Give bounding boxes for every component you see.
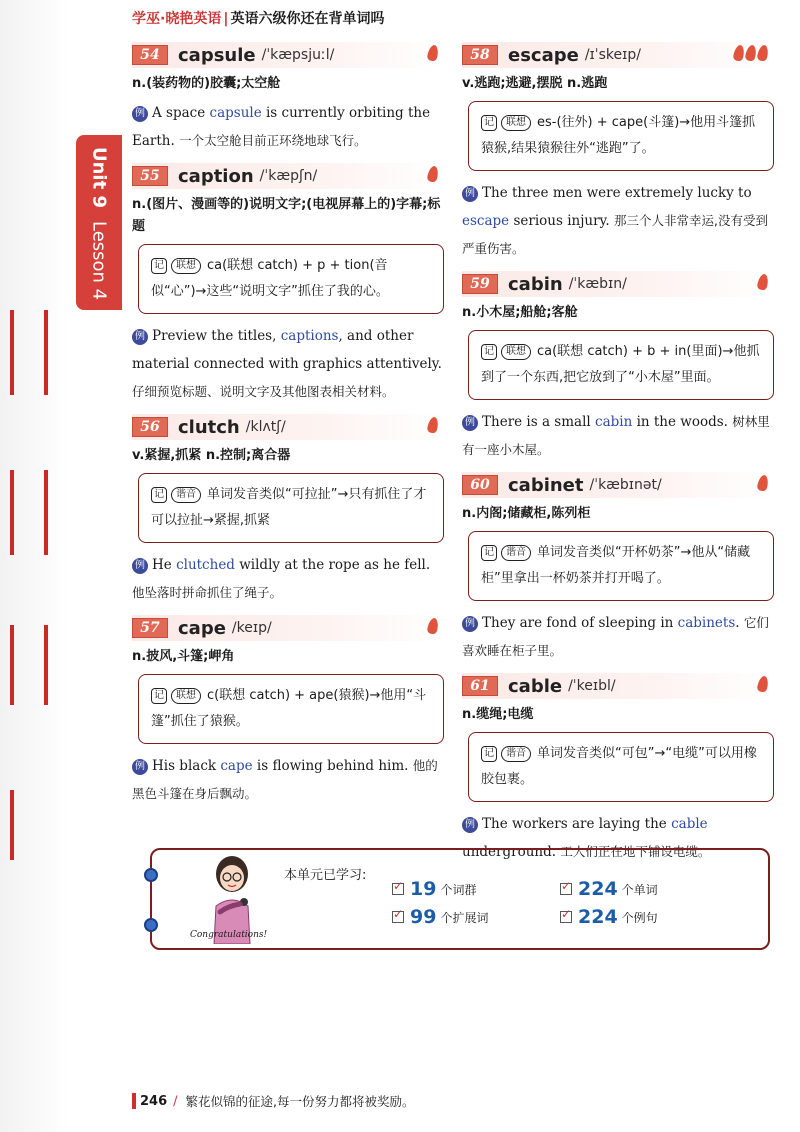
binder-ring xyxy=(144,868,158,882)
frequency-flames xyxy=(428,417,438,433)
flame-icon xyxy=(426,617,439,635)
vocab-entry xyxy=(462,42,774,263)
example-text: underground. xyxy=(462,844,557,860)
stat-example-sentences: ✓ 224 个例句 xyxy=(560,906,658,928)
memo-text: 单词发音类似“可包”→“电缆”可以用橡胶包裹。 xyxy=(481,746,757,787)
vocab-entry xyxy=(462,472,774,665)
binder-ring xyxy=(144,918,158,932)
stat-word-groups: ✓ 19 个词群 xyxy=(392,878,476,900)
flame-icon xyxy=(744,44,757,62)
checkbox-icon xyxy=(392,883,404,895)
example-icon: 例 xyxy=(132,329,148,345)
frequency-flames xyxy=(428,166,438,182)
example-text: Preview the titles, xyxy=(152,328,281,344)
example-translation: 仔细预览标题、说明文字及其他图表相关材料。 xyxy=(132,384,395,399)
example-text: He xyxy=(152,557,177,573)
definition: n.(装药物的)胶囊;太空舱 xyxy=(132,76,281,91)
headword[interactable]: escape xyxy=(508,44,579,66)
footer-motto: 繁花似锦的征途,每一份努力都将被奖励。 xyxy=(185,1094,415,1109)
flame-icon xyxy=(756,44,769,62)
phonetic: /ˈkæbɪnət/ xyxy=(589,477,662,493)
example-keyword: cape xyxy=(220,758,253,774)
definition: n.缆绳;电缆 xyxy=(462,707,534,722)
headword[interactable]: cape xyxy=(178,617,226,639)
headword[interactable]: cabin xyxy=(508,273,563,295)
page-edge-mark xyxy=(44,310,48,395)
example-keyword: cable xyxy=(671,816,708,832)
phonetic: /ɪˈskeɪp/ xyxy=(584,47,641,63)
summary-title: 本单元已学习: xyxy=(284,868,367,883)
memo-tag: 联想 xyxy=(171,688,201,704)
example-text: His black xyxy=(152,758,221,774)
word-header xyxy=(132,615,444,641)
phonetic: /ˈkæbɪn/ xyxy=(568,276,627,292)
memo-logo-icon: 记 xyxy=(151,688,167,704)
phonetic: /ˈkæpsjuːl/ xyxy=(261,47,335,63)
vocab-entry xyxy=(462,673,774,866)
memo-tag: 谐音 xyxy=(501,545,531,561)
memo-text: c(联想 catch) + ape(猿猴)→他用“斗篷”抓住了猿猴。 xyxy=(151,688,427,729)
flame-icon xyxy=(756,273,769,291)
page-footer xyxy=(132,1092,415,1110)
frequency-flames xyxy=(758,274,768,290)
definition: n.披风,斗篷;岬角 xyxy=(132,649,235,664)
example-text: wildly at the rope as he fell. xyxy=(234,557,431,573)
example-text: , and other material connected with graphics attentively. xyxy=(132,328,442,372)
memo-text: ca(联想 catch) + b + in(里面)→他抓到了一个东西,把它放到了“小木屋”里面。 xyxy=(481,344,760,385)
memo-logo-icon: 记 xyxy=(481,545,497,561)
example-text: They are fond of sleeping in xyxy=(482,615,678,631)
example-icon: 例 xyxy=(462,186,478,202)
memo-text: ca(联想 catch) + p + tion(音似“心”)→这些“说明文字”抓住了我的心。 xyxy=(151,258,389,299)
example-icon: 例 xyxy=(462,616,478,632)
entry-number: 55 xyxy=(132,166,168,186)
memo-text: 单词发音类似“开杯奶茶”→他从“储藏柜”里拿出一杯奶茶并打开喝了。 xyxy=(481,545,751,586)
example-text: is currently orbiting the Earth. xyxy=(132,105,431,149)
phonetic: /ˈkæpʃn/ xyxy=(259,168,318,184)
memory-tip-box xyxy=(468,732,774,802)
word-header xyxy=(132,414,444,440)
phonetic: /klʌtʃ/ xyxy=(245,419,286,435)
memory-tip-box xyxy=(138,244,444,314)
example-translation: 那三个人非常幸运,没有受到严重伤害。 xyxy=(462,213,768,256)
example-keyword: cabin xyxy=(595,414,633,430)
entry-number: 60 xyxy=(462,475,498,495)
example-keyword: captions xyxy=(280,328,339,344)
example-icon: 例 xyxy=(132,106,148,122)
memory-tip-box xyxy=(138,674,444,744)
checkbox-icon xyxy=(560,883,572,895)
flame-icon xyxy=(756,675,769,693)
unit-label: Unit 9 xyxy=(88,147,110,208)
unit-summary-box xyxy=(150,848,770,950)
example-keyword: clutched xyxy=(176,557,235,573)
vocab-entry xyxy=(132,615,444,808)
example-text: There is a small xyxy=(482,414,596,430)
vocab-entry xyxy=(132,42,444,155)
word-header xyxy=(462,271,774,297)
footer-slash: / xyxy=(173,1093,178,1109)
page-spine-shadow xyxy=(0,0,70,1132)
memo-tag: 谐音 xyxy=(171,487,201,503)
memo-logo-icon: 记 xyxy=(481,746,497,762)
example-text: The three men were extremely lucky to xyxy=(482,185,752,201)
example-keyword: cabinets xyxy=(677,615,736,631)
memo-tag: 联想 xyxy=(501,344,531,360)
phonetic: /ˈkeɪbl/ xyxy=(568,678,616,694)
headword[interactable]: caption xyxy=(178,165,254,187)
entry-number: 56 xyxy=(132,417,168,437)
example-translation: 工人们正在地下铺设电缆。 xyxy=(560,844,711,859)
definition: v.紧握,抓紧 n.控制;离合器 xyxy=(132,448,291,463)
example-sentence xyxy=(132,551,444,607)
memo-logo-icon: 记 xyxy=(481,115,497,131)
memory-tip-box xyxy=(468,330,774,400)
definition: v.逃跑;逃避,摆脱 n.逃跑 xyxy=(462,76,608,91)
page-number: 246 xyxy=(140,1093,168,1109)
vocab-entry xyxy=(132,163,444,406)
entry-number: 59 xyxy=(462,274,498,294)
example-sentence xyxy=(132,752,444,808)
memory-tip-box xyxy=(468,531,774,601)
headword[interactable]: capsule xyxy=(178,44,256,66)
entry-number: 54 xyxy=(132,45,168,65)
word-header xyxy=(462,472,774,498)
memo-tag: 谐音 xyxy=(501,746,531,762)
memo-text: 单词发音类似“可拉扯”→只有抓住了才可以拉扯→紧握,抓紧 xyxy=(151,487,427,528)
memo-logo-icon: 记 xyxy=(481,344,497,360)
example-text: is flowing behind him. xyxy=(252,758,409,774)
example-text: in the woods. xyxy=(632,414,728,430)
example-text: . xyxy=(735,615,740,631)
example-icon: 例 xyxy=(462,817,478,833)
flame-icon xyxy=(426,44,439,62)
page-edge-mark xyxy=(10,625,14,705)
page-header xyxy=(132,8,384,28)
example-translation: 他的黑色斗篷在身后飘动。 xyxy=(132,758,438,801)
headword[interactable]: cable xyxy=(508,675,563,697)
example-text: A space xyxy=(152,105,210,121)
word-header xyxy=(132,42,444,68)
memo-tag: 联想 xyxy=(501,115,531,131)
example-sentence xyxy=(132,322,444,406)
memory-tip-box xyxy=(138,473,444,543)
memo-logo-icon: 记 xyxy=(151,487,167,503)
headword[interactable]: cabinet xyxy=(508,474,584,496)
memo-tag: 联想 xyxy=(171,258,201,274)
vocab-entry xyxy=(132,414,444,607)
example-icon: 例 xyxy=(132,558,148,574)
stat-extended-words: ✓ 99 个扩展词 xyxy=(392,906,488,928)
page-edge-mark xyxy=(10,310,14,395)
example-sentence xyxy=(462,609,774,665)
checkbox-icon xyxy=(392,911,404,923)
page-edge-mark xyxy=(10,470,14,555)
header-brand: 学巫·晓艳英语 xyxy=(132,11,222,27)
definition: n.(图片、漫画等的)说明文字;(电视屏幕上的)字幕;标题 xyxy=(132,197,441,234)
memo-logo-icon: 记 xyxy=(151,258,167,274)
page-edge-mark xyxy=(44,625,48,705)
frequency-flames xyxy=(758,475,768,491)
example-sentence xyxy=(462,408,774,464)
headword[interactable]: clutch xyxy=(178,416,240,438)
header-title: 英语六级你还在背单词吗 xyxy=(230,11,385,27)
vocab-entry xyxy=(462,271,774,464)
example-text: serious injury. xyxy=(509,213,610,229)
stat-words: ✓ 224 个单词 xyxy=(560,878,658,900)
memo-text: es-(往外) + cape(斗篷)→他用斗篷抓猿猴,结果猿猴往外“逃跑”了。 xyxy=(481,115,756,156)
lesson-label: Lesson 4 xyxy=(88,220,110,300)
page-edge-mark xyxy=(44,470,48,555)
example-sentence xyxy=(132,99,444,155)
entry-number: 61 xyxy=(462,676,498,696)
example-sentence xyxy=(462,179,774,263)
example-keyword: capsule xyxy=(209,105,262,121)
definition: n.小木屋;船舱;客舱 xyxy=(462,305,578,320)
unit-side-tab[interactable] xyxy=(76,135,122,310)
checkbox-icon xyxy=(560,911,572,923)
entry-number: 58 xyxy=(462,45,498,65)
entry-number: 57 xyxy=(132,618,168,638)
memory-tip-box xyxy=(468,101,774,171)
word-header xyxy=(132,163,444,189)
example-translation: 树林里有一座小木屋。 xyxy=(462,414,770,457)
left-column xyxy=(132,42,444,816)
example-icon: 例 xyxy=(462,415,478,431)
flame-icon xyxy=(756,474,769,492)
flame-icon xyxy=(426,165,439,183)
example-text: The workers are laying the xyxy=(482,816,672,832)
phonetic: /keɪp/ xyxy=(231,620,272,636)
page-edge-mark xyxy=(10,790,14,860)
header-separator: | xyxy=(223,11,229,27)
example-keyword: escape xyxy=(462,213,510,229)
congrats-caption: Congratulations! xyxy=(190,930,268,940)
footer-accent-bar xyxy=(132,1093,136,1109)
flame-icon xyxy=(732,44,745,62)
word-header xyxy=(462,42,774,68)
flame-icon xyxy=(426,416,439,434)
example-translation: 一个太空舱目前正环绕地球飞行。 xyxy=(179,133,367,148)
right-column xyxy=(462,42,774,874)
example-icon: 例 xyxy=(132,759,148,775)
frequency-flames xyxy=(428,618,438,634)
word-header xyxy=(462,673,774,699)
frequency-flames xyxy=(734,45,768,61)
definition: n.内阁;储藏柜,陈列柜 xyxy=(462,506,591,521)
example-translation: 他坠落时拼命抓住了绳子。 xyxy=(132,585,283,600)
example-translation: 它们喜欢睡在柜子里。 xyxy=(462,615,769,658)
frequency-flames xyxy=(428,45,438,61)
frequency-flames xyxy=(758,676,768,692)
